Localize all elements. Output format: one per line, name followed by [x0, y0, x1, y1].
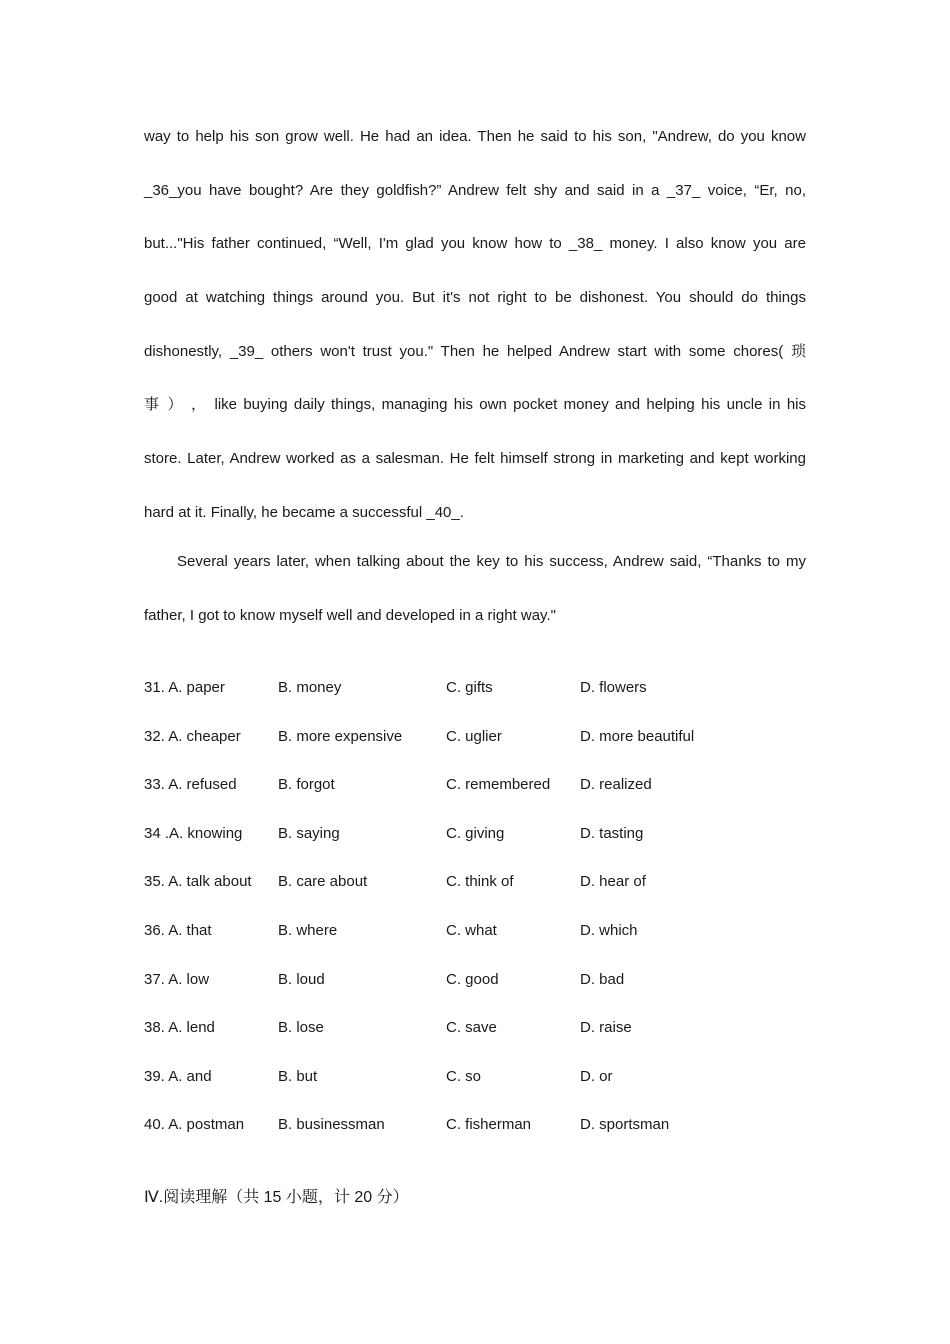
option-b: B. care about: [278, 873, 368, 891]
option-b: B. lose: [278, 1019, 324, 1037]
section-heading-reading-comprehension: Ⅳ.阅读理解（共 15 小题，计 20 分）: [144, 1189, 409, 1206]
option-b: B. forgot: [278, 776, 335, 794]
option-a: 34 .A. knowing: [144, 824, 243, 842]
answer-options-list: [144, 675, 806, 1161]
option-d: D. tasting: [580, 824, 644, 842]
question-options-row: [144, 675, 806, 724]
option-a: 40. A. postman: [144, 1116, 245, 1134]
option-a: 33. A. refused: [144, 776, 237, 794]
passage-line: _36_you have bought? Are they goldfish?” Andrew felt shy and said in a _37_ voice, “Er, no,: [144, 181, 806, 199]
option-d: D. bad: [580, 970, 625, 988]
option-c: C. save: [446, 1019, 497, 1037]
option-d: D. sportsman: [580, 1116, 670, 1134]
option-d: D. or: [580, 1067, 613, 1085]
option-a: 31. A. paper: [144, 679, 225, 696]
option-d: D. hear of: [580, 873, 646, 891]
question-options-row: [144, 967, 806, 1016]
option-c: C. think of: [446, 873, 514, 891]
option-d: D. realized: [580, 776, 652, 794]
question-options-row: [144, 724, 806, 773]
option-a: 39. A. and: [144, 1067, 212, 1085]
passage-line: but..."His father continued, “Well, I'm glad you know how to _38_ money. I also know you are: [144, 235, 806, 253]
option-a: 37. A. low: [144, 970, 210, 988]
option-b: B. saying: [278, 824, 340, 842]
question-options-row: [144, 821, 806, 870]
passage-line: father, I got to know myself well and developed in a right way.": [144, 606, 556, 624]
option-a: 36. A. that: [144, 921, 212, 939]
option-c: C. gifts: [446, 679, 493, 696]
passage-line: dishonestly, _39_ others won't trust you." Then he helped Andrew start with some chores( 琐: [144, 342, 806, 360]
passage-line: hard at it. Finally, he became a successful _40_.: [144, 503, 464, 521]
question-options-row: [144, 1015, 806, 1064]
option-c: C. giving: [446, 824, 505, 842]
option-c: C. fisherman: [446, 1116, 532, 1134]
passage-line: 事 ） ， like buying daily things, managing his own pocket money and helping his uncle in his: [144, 396, 806, 414]
passage-line: Several years later, when talking about the key to his success, Andrew said, “Thanks to my: [177, 553, 806, 570]
option-d: D. raise: [580, 1019, 632, 1037]
question-options-row: [144, 1064, 806, 1113]
option-a: 35. A. talk about: [144, 873, 252, 891]
option-b: B. money: [278, 679, 342, 696]
option-c: C. what: [446, 921, 497, 939]
question-options-row: [144, 869, 806, 918]
option-a: 38. A. lend: [144, 1019, 215, 1037]
option-d: D. flowers: [580, 679, 647, 696]
passage-line: good at watching things around you. But it's not right to be dishonest. You should do things: [144, 289, 806, 307]
question-options-row: [144, 918, 806, 967]
option-b: B. but: [278, 1067, 318, 1085]
passage-line: way to help his son grow well. He had an idea. Then he said to his son, "Andrew, do you know: [144, 128, 806, 145]
question-options-row: [144, 772, 806, 821]
option-b: B. where: [278, 921, 338, 939]
option-c: C. remembered: [446, 776, 551, 794]
passage-paragraph-1: [144, 110, 806, 540]
option-b: B. businessman: [278, 1116, 385, 1134]
option-a: 32. A. cheaper: [144, 727, 241, 745]
passage-line: store. Later, Andrew worked as a salesman. He felt himself strong in marketing and kept working: [144, 450, 806, 468]
option-c: C. good: [446, 970, 499, 988]
passage-paragraph-2: [144, 535, 806, 642]
option-c: C. so: [446, 1067, 482, 1085]
option-c: C. uglier: [446, 727, 502, 745]
option-b: B. more expensive: [278, 727, 403, 745]
option-d: D. more beautiful: [580, 727, 695, 745]
option-d: D. which: [580, 921, 638, 939]
option-b: B. loud: [278, 970, 325, 988]
question-options-row: [144, 1112, 806, 1161]
